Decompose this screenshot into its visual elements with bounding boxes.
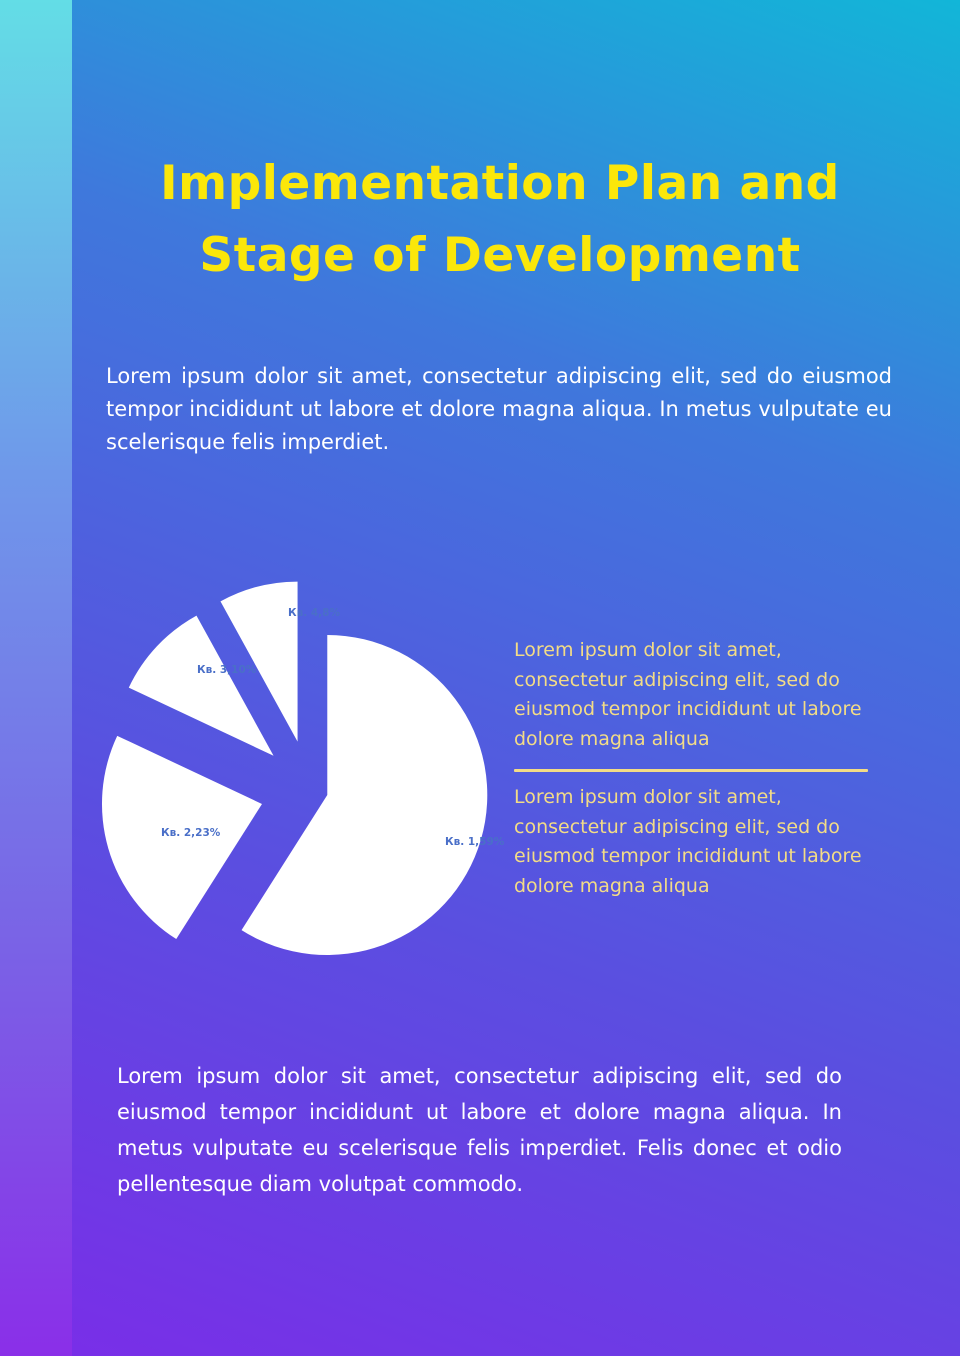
pie-label-2: Кв. 2,23% [161,827,221,839]
pie-label-3: Кв. 3,10% [197,664,257,676]
note-divider [514,769,868,772]
intro-paragraph: Lorem ipsum dolor sit amet, consectetur adipiscing elit, sed do eiusmod tempor incididunt ut labore et dolore magna aliqua. In metus vulputate eu scelerisque felis imperdiet. [106,364,892,454]
side-strip [0,0,72,1356]
pie-label-4: Кв. 4,8% [288,607,340,619]
highlight-note-2: Lorem ipsum dolor sit amet, consectetur adipiscing elit, sed do eiusmod tempor incididunt ut labore dolore magna aliqua [514,786,862,897]
page-title: Implementation Plan and Stage of Development [160,156,840,283]
closing-paragraph: Lorem ipsum dolor sit amet, consectetur adipiscing elit, sed do eiusmod tempor incididunt ut labore et dolore magna aliqua. In metus vulputate eu scelerisque felis imperdiet. Felis donec et odio pellentesque diam volutpat commodo. [117,1064,842,1196]
pie-label-1: Кв. 1,59% [445,836,505,848]
pie-chart [100,588,505,958]
highlight-note-1: Lorem ipsum dolor sit amet, consectetur adipiscing elit, sed do eiusmod tempor incididunt ut labore dolore magna aliqua [514,639,862,750]
